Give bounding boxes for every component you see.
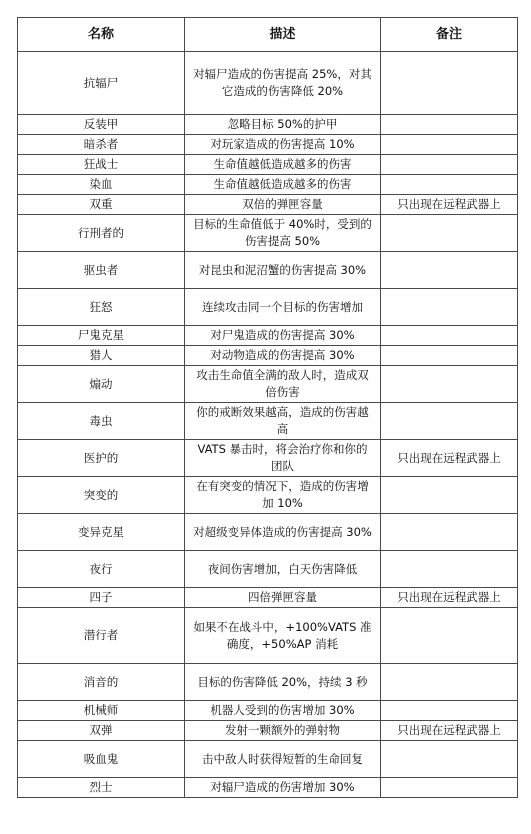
effect-note-cell: [381, 326, 518, 346]
effect-note-cell: [381, 366, 518, 403]
header-name: 名称: [18, 18, 185, 52]
effect-description-cell: 目标的生命值低于 40%时，受到的伤害提高 50%: [185, 215, 381, 252]
effect-note-cell: [381, 215, 518, 252]
effect-name-cell: 抗辐尸: [18, 52, 185, 115]
table-row: [18, 252, 518, 289]
table-row: [18, 701, 518, 721]
effect-note-cell: [381, 741, 518, 778]
effect-name-cell: 双重: [18, 195, 185, 215]
effect-name-cell: 染血: [18, 175, 185, 195]
effect-name-cell: 突变的: [18, 477, 185, 514]
effect-note-cell: [381, 155, 518, 175]
effect-note-cell: 只出现在远程武器上: [381, 721, 518, 741]
table-row: [18, 115, 518, 135]
effect-description-cell: 对辐尸造成的伤害增加 30%: [185, 778, 381, 798]
table-row: [18, 195, 518, 215]
effect-description-cell: 击中敌人时获得短暂的生命回复: [185, 741, 381, 778]
effect-name-cell: 医护的: [18, 440, 185, 477]
effect-description-cell: 夜间伤害增加，白天伤害降低: [185, 551, 381, 588]
table-row: [18, 403, 518, 440]
effect-description-cell: 四倍弹匣容量: [185, 588, 381, 608]
effect-name-cell: 双弹: [18, 721, 185, 741]
effect-description-cell: 生命值越低造成越多的伤害: [185, 155, 381, 175]
table-row: [18, 326, 518, 346]
effect-note-cell: 只出现在远程武器上: [381, 440, 518, 477]
legendary-effects-table: [17, 17, 518, 798]
effect-description-cell: 连续攻击同一个目标的伤害增加: [185, 289, 381, 326]
effect-name-cell: 狂怒: [18, 289, 185, 326]
effect-description-cell: 双倍的弹匣容量: [185, 195, 381, 215]
effect-note-cell: 只出现在远程武器上: [381, 588, 518, 608]
effect-description-cell: 你的戒断效果越高，造成的伤害越高: [185, 403, 381, 440]
effect-name-cell: 驱虫者: [18, 252, 185, 289]
effect-note-cell: [381, 289, 518, 326]
effect-description-cell: 目标的伤害降低 20%，持续 3 秒: [185, 664, 381, 701]
effect-name-cell: 煽动: [18, 366, 185, 403]
effect-description-cell: 对玩家造成的伤害提高 10%: [185, 135, 381, 155]
effect-name-cell: 猎人: [18, 346, 185, 366]
table-row: [18, 215, 518, 252]
table-row: [18, 778, 518, 798]
legendary-effects-table-container: [17, 17, 517, 798]
effect-note-cell: [381, 514, 518, 551]
effect-name-cell: 潜行者: [18, 608, 185, 664]
effect-note-cell: [381, 664, 518, 701]
effect-name-cell: 尸鬼克星: [18, 326, 185, 346]
effect-note-cell: [381, 346, 518, 366]
header-description: 描述: [185, 18, 381, 52]
effect-name-cell: 夜行: [18, 551, 185, 588]
effect-note-cell: [381, 252, 518, 289]
table-row: [18, 52, 518, 115]
effect-description-cell: 对昆虫和泥沼蟹的伤害提高 30%: [185, 252, 381, 289]
effect-description-cell: 对辐尸造成的伤害提高 25%，对其它造成的伤害降低 20%: [185, 52, 381, 115]
effect-name-cell: 烈士: [18, 778, 185, 798]
effect-name-cell: 消音的: [18, 664, 185, 701]
effect-note-cell: [381, 175, 518, 195]
table-row: [18, 175, 518, 195]
effect-description-cell: 对超级变异体造成的伤害提高 30%: [185, 514, 381, 551]
effect-description-cell: 对尸鬼造成的伤害提高 30%: [185, 326, 381, 346]
table-row: [18, 741, 518, 778]
effect-name-cell: 暗杀者: [18, 135, 185, 155]
table-row: [18, 346, 518, 366]
table-row: [18, 155, 518, 175]
effect-description-cell: 忽略目标 50%的护甲: [185, 115, 381, 135]
effect-name-cell: 吸血鬼: [18, 741, 185, 778]
table-row: [18, 135, 518, 155]
effect-name-cell: 四子: [18, 588, 185, 608]
effect-note-cell: [381, 403, 518, 440]
table-row: [18, 664, 518, 701]
effect-description-cell: VATS 暴击时，将会治疗你和你的团队: [185, 440, 381, 477]
effect-description-cell: 如果不在战斗中，+100%VATS 准确度，+50%AP 消耗: [185, 608, 381, 664]
effect-note-cell: [381, 778, 518, 798]
effect-note-cell: [381, 52, 518, 115]
effect-note-cell: [381, 551, 518, 588]
table-row: [18, 721, 518, 741]
effect-note-cell: [381, 477, 518, 514]
table-row: [18, 588, 518, 608]
effect-name-cell: 狂战士: [18, 155, 185, 175]
table-row: [18, 477, 518, 514]
table-row: [18, 366, 518, 403]
effect-name-cell: 机械师: [18, 701, 185, 721]
effect-note-cell: [381, 115, 518, 135]
table-row: [18, 514, 518, 551]
effect-name-cell: 行刑者的: [18, 215, 185, 252]
table-header-row: [18, 18, 518, 52]
table-row: [18, 608, 518, 664]
header-note: 备注: [381, 18, 518, 52]
effect-description-cell: 机器人受到的伤害增加 30%: [185, 701, 381, 721]
effect-note-cell: 只出现在远程武器上: [381, 195, 518, 215]
effect-description-cell: 发射一颗额外的弹射物: [185, 721, 381, 741]
effect-description-cell: 对动物造成的伤害提高 30%: [185, 346, 381, 366]
effect-name-cell: 毒虫: [18, 403, 185, 440]
effect-description-cell: 攻击生命值全满的敌人时，造成双倍伤害: [185, 366, 381, 403]
table-row: [18, 551, 518, 588]
table-row: [18, 440, 518, 477]
table-row: [18, 289, 518, 326]
effect-description-cell: 在有突变的情况下，造成的伤害增加 10%: [185, 477, 381, 514]
table-body: [18, 52, 518, 798]
effect-note-cell: [381, 135, 518, 155]
effect-name-cell: 反装甲: [18, 115, 185, 135]
effect-description-cell: 生命值越低造成越多的伤害: [185, 175, 381, 195]
effect-note-cell: [381, 608, 518, 664]
effect-name-cell: 变异克星: [18, 514, 185, 551]
effect-note-cell: [381, 701, 518, 721]
